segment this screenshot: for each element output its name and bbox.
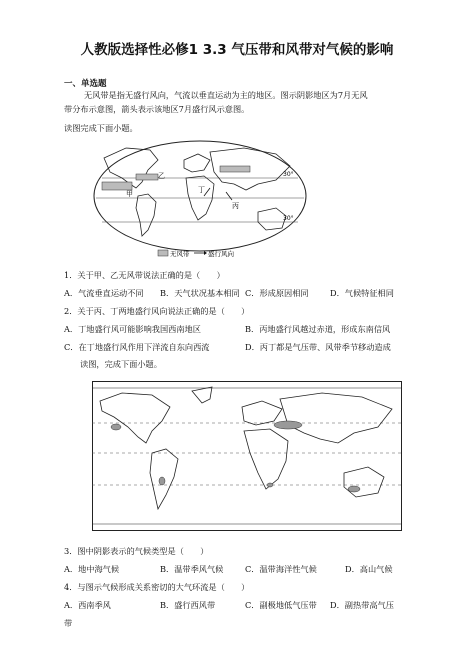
q2-option-d: D．丙丁都是气压带、风带季节移动造成	[245, 342, 391, 352]
q4-option-c: C．副极地低气压带	[245, 600, 317, 610]
shaded-area-sa	[159, 477, 165, 485]
q4-option-d-overflow: 带	[64, 618, 73, 628]
q3-option-d: D．高山气候	[345, 564, 393, 574]
label-ding: 丁	[198, 186, 205, 194]
legend-calm-label: 无风带	[170, 250, 190, 258]
q4-option-b: B．盛行西风带	[160, 600, 216, 610]
calm-belt-asia	[220, 166, 250, 172]
q2-option-c: C．在丁地盛行风作用下洋流自东向西流	[64, 342, 210, 352]
climate-map	[92, 381, 402, 531]
label-jia: 甲	[126, 190, 133, 198]
read-map2-instruction: 读图，完成下面小题。	[80, 359, 162, 369]
intro-line-3: 读图完成下面小题。	[64, 123, 138, 133]
lat-label-south: 30°	[283, 215, 294, 222]
question-1: 1．关于甲、乙无风带说法正确的是（ ）	[64, 270, 225, 280]
q3-option-b: B．温带季风气候	[160, 564, 224, 574]
calm-belt-jia	[102, 182, 132, 190]
q4-option-d: D．副热带高气压	[330, 600, 394, 610]
question-2: 2．关于丙、丁两地盛行风向说法正确的是（ ）	[64, 306, 250, 316]
question-3: 3．图中阴影表示的气候类型是（ ）	[64, 546, 209, 556]
shaded-area-africa	[267, 483, 273, 487]
q3-option-a: A．地中海气候	[64, 564, 120, 574]
shaded-area-mediterranean	[274, 421, 302, 429]
question-4: 4．与图示气候形成关系密切的大气环流是（ ）	[64, 582, 250, 592]
intro-line-1: 无风带是指无盛行风向，气流以垂直运动为主的地区。图示阴影地区为7月无风	[84, 90, 368, 100]
calm-belt-yi	[136, 174, 158, 180]
label-yi: 乙	[158, 172, 165, 180]
q2-option-b: B．丙地盛行风越过赤道，形成东南信风	[245, 324, 391, 334]
page-title: 人教版选择性必修1 3.3 气压带和风带对气候的影响	[80, 42, 394, 58]
legend-calm-swatch	[158, 250, 168, 256]
shaded-area-australia	[348, 486, 360, 492]
intro-line-2: 带分布示意图，箭头表示该地区7月盛行风示意图。	[64, 104, 250, 114]
q2-option-a: A．丁地盛行风可能影响我国西南地区	[64, 324, 201, 334]
q3-option-c: C．温带海洋性气候	[245, 564, 317, 574]
section-heading: 一、单选题	[64, 79, 107, 89]
q1-option-c: C．形成原因相同	[245, 288, 309, 298]
q1-option-a: A．气流垂直运动不同	[64, 288, 144, 298]
calm-belt-map	[86, 138, 314, 264]
legend-wind-label: 盛行风向	[208, 250, 234, 258]
label-bing: 丙	[232, 202, 239, 210]
shaded-area-na	[111, 424, 121, 430]
q4-option-a: A．西南季风	[64, 600, 111, 610]
q1-option-b: B．天气状况基本相同	[160, 288, 240, 298]
q1-option-d: D．气候特征相同	[330, 288, 394, 298]
lat-label-north: 30°	[283, 171, 294, 178]
